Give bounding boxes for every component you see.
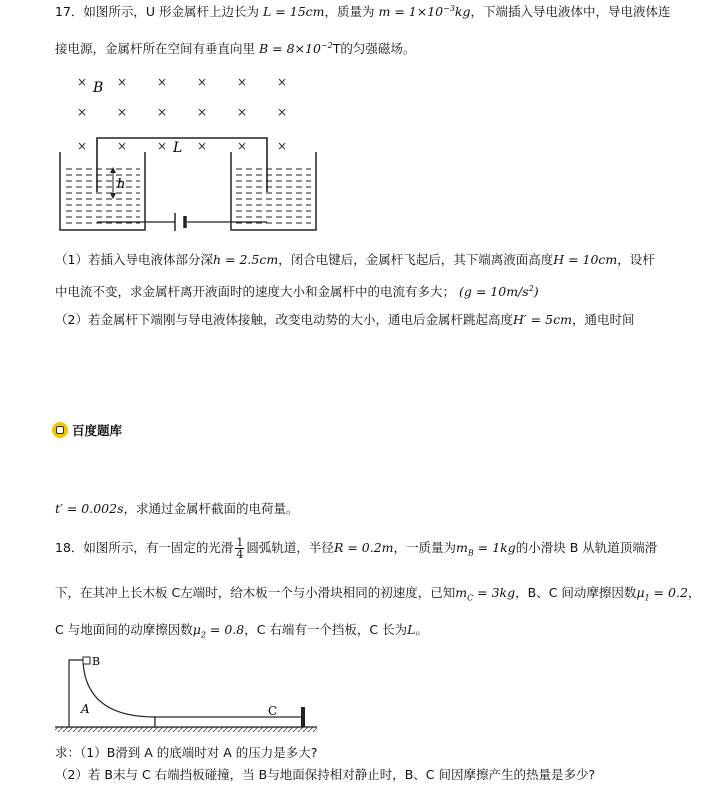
- field-equation: $B = 8\times 10^{-2}$: [259, 41, 333, 57]
- block-label-B: B: [92, 655, 101, 668]
- svg-text:×: ×: [157, 139, 168, 153]
- board-label-C: C: [268, 704, 278, 718]
- svg-text:×: ×: [77, 75, 88, 89]
- svg-text:×: ×: [237, 75, 248, 89]
- right-liquid: [236, 168, 311, 228]
- depth-label-h: h: [117, 177, 126, 192]
- svg-text:×: ×: [277, 105, 288, 119]
- length-equation: L = 15cm: [263, 4, 325, 20]
- svg-text:×: ×: [277, 75, 288, 89]
- mass-equation: $m = 1\times 10^{-3}kg$: [378, 4, 471, 20]
- arc-track-A: [69, 660, 155, 727]
- ground-hatching: [55, 727, 317, 732]
- svg-text:×: ×: [237, 105, 248, 119]
- q17-figure: [55, 70, 330, 240]
- slider-block-B: [83, 657, 90, 664]
- baidu-tiku-logo: 百度题库: [52, 421, 122, 439]
- q17-line-1: 17．如图所示，U 形金属杆上边长为 L = 15cm，质量为 $m = 1\times 10^{-3}kg$，下端插入导电液体中，导电液体连: [55, 4, 671, 20]
- length-label-L: L: [173, 140, 183, 156]
- gravity-equation: $(g = 10m/s^2)$: [459, 284, 539, 300]
- q18-ask-1: 求：（1）B滑到 A 的底端时对 A 的压力是多大?: [55, 745, 318, 760]
- block-label-A: A: [81, 702, 90, 716]
- svg-text:×: ×: [117, 105, 128, 119]
- board-C: [155, 717, 303, 727]
- q17-part-2-line-1: （2）若金属杆下端刚与导电液体接触，改变电动势的大小，通电后金属杆跳起高度H′ = 5cm，通电时间: [55, 312, 635, 327]
- left-liquid: [65, 168, 140, 228]
- svg-text:×: ×: [157, 75, 168, 89]
- svg-text:×: ×: [77, 139, 88, 153]
- svg-text:×: ×: [197, 75, 208, 89]
- svg-text:×: ×: [77, 105, 88, 119]
- svg-text:×: ×: [197, 105, 208, 119]
- q18-line-1: 18．如图所示，有一固定的光滑 $\frac{1}{4}$ 圆弧轨道，半径R = 0.2m，一质量为$m_B = 1kg$的小滑块 B 从轨道顶端滑: [55, 536, 658, 561]
- svg-text:×: ×: [277, 139, 288, 153]
- svg-text:×: ×: [197, 139, 208, 153]
- q18-line-2: 下，在其冲上长木板 C左端时，给木板一个与小滑块相同的初速度，已知$m_C = 3kg$，B、C 间动摩擦因数$\mu_1 = 0.2$，: [55, 585, 701, 603]
- svg-text:×: ×: [157, 105, 168, 119]
- q17-part-1-line-1: （1）若插入导电液体部分深h = 2.5cm，闭合电键后，金属杆飞起后，其下端离液面高度H = 10cm，设杆: [55, 252, 655, 267]
- svg-text:×: ×: [117, 75, 128, 89]
- svg-text:×: ×: [117, 139, 128, 153]
- q18-ask-2: （2）若 B末与 C 右端挡板碰撞，当 B与地面保持相对静止时，B、C 间因摩擦产生的热量是多少?: [55, 767, 596, 782]
- q17-part-2-line-2: t′ = 0.002s，求通过金属杆截面的电荷量。: [55, 501, 299, 516]
- q17-line-2: 接电源，金属杆所在空间有垂直向里 $B = 8\times 10^{-2}T$的匀强磁场。: [55, 41, 416, 57]
- field-label-B: B: [93, 80, 104, 96]
- quarter-fraction: $\frac{1}{4}$: [236, 536, 244, 561]
- q18-figure: [55, 655, 320, 735]
- q17-part-1-line-2: 中电流不变，求金属杆离开液面时的速度大小和金属杆中的电流有多大； $(g = 10m/s^2)$: [55, 284, 539, 300]
- baidu-tiku-icon: [52, 422, 68, 438]
- board-baffle: [301, 707, 305, 727]
- q18-line-3: C 与地面间的动摩擦因数$\mu_2 = 0.8$，C 右端有一个挡板，C 长为L。: [55, 622, 428, 640]
- svg-text:×: ×: [237, 139, 248, 153]
